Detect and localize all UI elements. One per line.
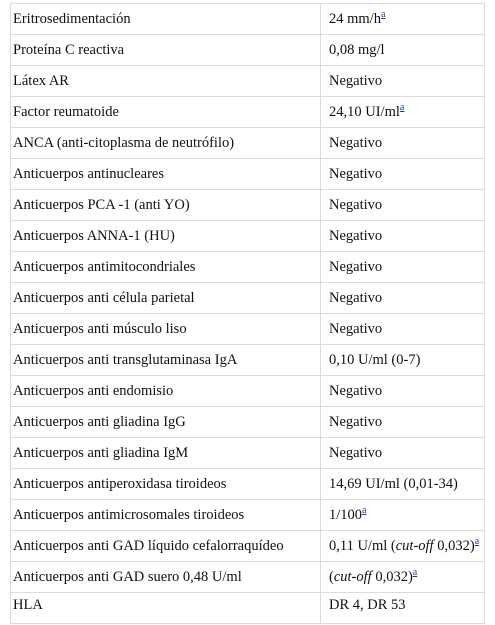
test-name: Anticuerpos anti GAD suero 0,48 U/ml	[11, 562, 321, 593]
table-row	[11, 35, 485, 66]
result-value: 14,69 UI/ml (0,01-34)	[329, 475, 458, 492]
table-row	[11, 159, 485, 190]
lab-results-table	[10, 3, 485, 624]
table-row	[11, 407, 485, 438]
test-result	[321, 97, 485, 128]
table-row	[11, 593, 485, 624]
result-value-prefix: 0,11 U/ml (	[329, 537, 396, 554]
footnote-link[interactable]: a	[412, 566, 418, 578]
table-row	[11, 4, 485, 35]
test-name: Anticuerpos anti endomisio	[11, 376, 321, 407]
result-value: Negativo	[329, 196, 383, 213]
result-value: 24 mm/h	[329, 10, 381, 27]
table-row	[11, 221, 485, 252]
table-row	[11, 500, 485, 531]
result-value-prefix: (	[329, 568, 334, 585]
table-row	[11, 97, 485, 128]
footnote-link[interactable]: a	[362, 504, 367, 516]
result-value-suffix: 0,032)	[433, 537, 475, 554]
result-value: Negativo	[329, 320, 383, 337]
test-name: Anticuerpos anti gliadina IgM	[11, 438, 321, 469]
test-name: Eritrosedimentación	[11, 4, 321, 35]
table-row	[11, 469, 485, 500]
test-name: Látex AR	[11, 66, 321, 97]
footnote-link[interactable]: a	[380, 8, 386, 20]
result-value-suffix: 0,032)	[371, 568, 413, 585]
footnote-link[interactable]: a	[474, 535, 480, 547]
test-name: Anticuerpos PCA -1 (anti YO)	[11, 190, 321, 221]
footnote-link[interactable]: a	[399, 101, 405, 113]
table-row	[11, 190, 485, 221]
table-row	[11, 438, 485, 469]
test-result	[321, 4, 485, 35]
test-result	[321, 35, 485, 66]
test-name: Anticuerpos antinucleares	[11, 159, 321, 190]
result-value: 1/100	[329, 506, 363, 523]
result-value: Negativo	[329, 444, 383, 461]
test-name: Proteína C reactiva	[11, 35, 321, 66]
table-row	[11, 283, 485, 314]
result-value: Negativo	[329, 165, 383, 182]
result-value: DR 4, DR 53	[329, 597, 406, 613]
test-result	[321, 531, 485, 562]
table-row	[11, 128, 485, 159]
result-value: Negativo	[329, 134, 383, 151]
table-row	[11, 376, 485, 407]
test-name: ANCA (anti-citoplasma de neutrófilo)	[11, 128, 321, 159]
result-value: Negativo	[329, 382, 383, 399]
test-result	[321, 283, 485, 314]
test-result	[321, 252, 485, 283]
test-result	[321, 376, 485, 407]
cutoff-term: cut-off	[333, 568, 372, 585]
test-result	[321, 407, 485, 438]
test-name: Anticuerpos antiperoxidasa tiroideos	[11, 469, 321, 500]
result-value: Negativo	[329, 72, 383, 89]
test-result	[321, 500, 485, 531]
test-name: Anticuerpos anti GAD líquido cefalorraquídeo	[11, 531, 321, 562]
table-row	[11, 345, 485, 376]
test-name: Anticuerpos antimicrosomales tiroideos	[11, 500, 321, 531]
test-result	[321, 128, 485, 159]
test-name: Anticuerpos anti gliadina IgG	[11, 407, 321, 438]
test-name: Anticuerpos antimitocondriales	[11, 252, 321, 283]
table-row	[11, 562, 485, 593]
test-result	[321, 345, 485, 376]
test-result	[321, 159, 485, 190]
result-value: 0,08 mg/l	[329, 41, 385, 58]
result-value: Negativo	[329, 413, 383, 430]
test-result	[321, 221, 485, 252]
test-name: Anticuerpos anti célula parietal	[11, 283, 321, 314]
test-result	[321, 469, 485, 500]
test-name: Factor reumatoide	[11, 97, 321, 128]
test-name: Anticuerpos ANNA-1 (HU)	[11, 221, 321, 252]
test-result	[321, 562, 485, 593]
result-value: Negativo	[329, 227, 383, 244]
table-row	[11, 314, 485, 345]
test-result	[321, 593, 485, 624]
result-value: 0,10 U/ml (0-7)	[329, 351, 421, 368]
test-name: Anticuerpos anti transglutaminasa IgA	[11, 345, 321, 376]
test-name: Anticuerpos anti músculo liso	[11, 314, 321, 345]
result-value: Negativo	[329, 258, 383, 275]
result-value: Negativo	[329, 289, 383, 306]
table-row	[11, 66, 485, 97]
cutoff-term: cut-off	[395, 537, 434, 554]
test-result	[321, 438, 485, 469]
table-row	[11, 252, 485, 283]
result-value: 24,10 UI/ml	[329, 103, 400, 120]
test-result	[321, 66, 485, 97]
test-result	[321, 314, 485, 345]
test-result	[321, 190, 485, 221]
test-name: HLA	[11, 593, 321, 624]
table-row	[11, 531, 485, 562]
